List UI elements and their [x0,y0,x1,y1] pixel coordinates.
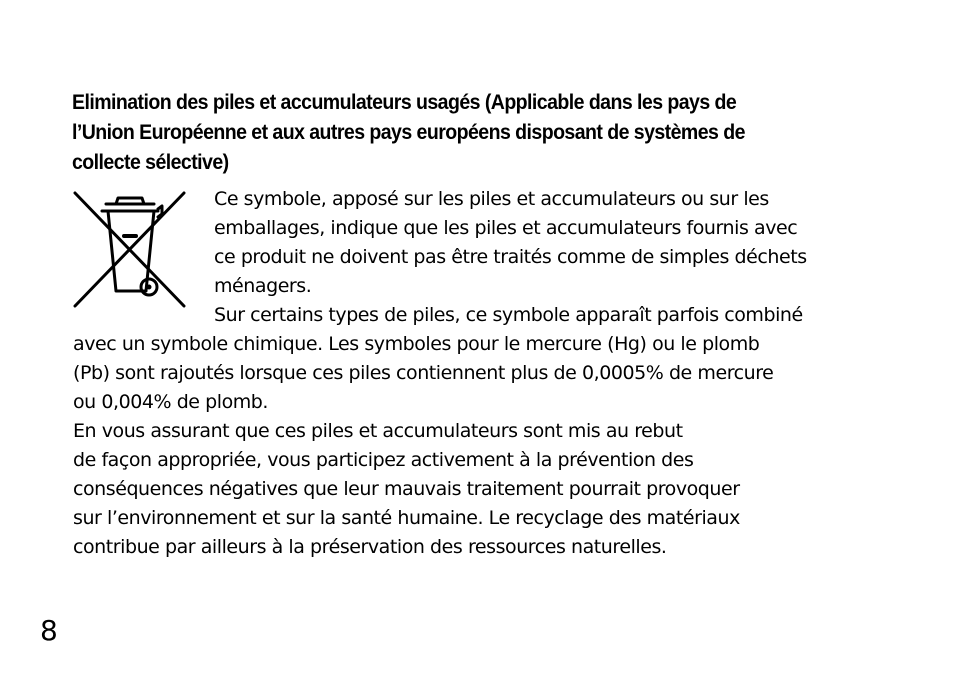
crossed-out-wheelie-bin-icon [72,190,188,310]
heading-line: Elimination des piles et accumulateurs usagés (Applicable dans les pays de [72,91,737,114]
heading-line: l’Union Européenne et aux autres pays européens disposant de systèmes de [72,121,745,144]
section-heading [72,88,825,178]
paragraph-line: (Pb) sont rajoutés lorsque ces piles contiennent plus de 0,0005% de mercure [73,362,774,384]
paragraph-chemical-symbol [73,330,773,417]
paragraph-line: avec un symbole chimique. Les symboles pour le mercure (Hg) ou le plomb [73,333,760,355]
paragraph-line: emballages, indique que les piles et accumulateurs fournis avec [214,217,798,239]
paragraph-line: sur l’environnement et sur la santé humaine. Le recyclage des matériaux [73,507,740,529]
paragraph-symbol-meaning [214,185,807,301]
paragraph-recycling [73,417,740,562]
paragraph-line: Sur certains types de piles, ce symbole apparaît parfois combiné [214,304,803,326]
paragraph-line: ou 0,004% de plomb. [73,391,269,413]
paragraph-line: Ce symbole, apposé sur les piles et accumulateurs ou sur les [214,188,769,210]
paragraph-chemical-symbol-first-line [214,301,803,330]
paragraph-line: ménagers. [214,275,312,297]
page-number: 8 [40,614,58,647]
paragraph-line: de façon appropriée, vous participez activement à la prévention des [73,449,694,471]
heading-line: collecte sélective) [72,151,229,174]
paragraph-line: conséquences négatives que leur mauvais traitement pourrait provoquer [73,478,740,500]
paragraph-line: En vous assurant que ces piles et accumulateurs sont mis au rebut [73,420,683,442]
paragraph-line: contribue par ailleurs à la préservation des ressources naturelles. [73,536,667,558]
paragraph-line: ce produit ne doivent pas être traités comme de simples déchets [214,246,807,268]
